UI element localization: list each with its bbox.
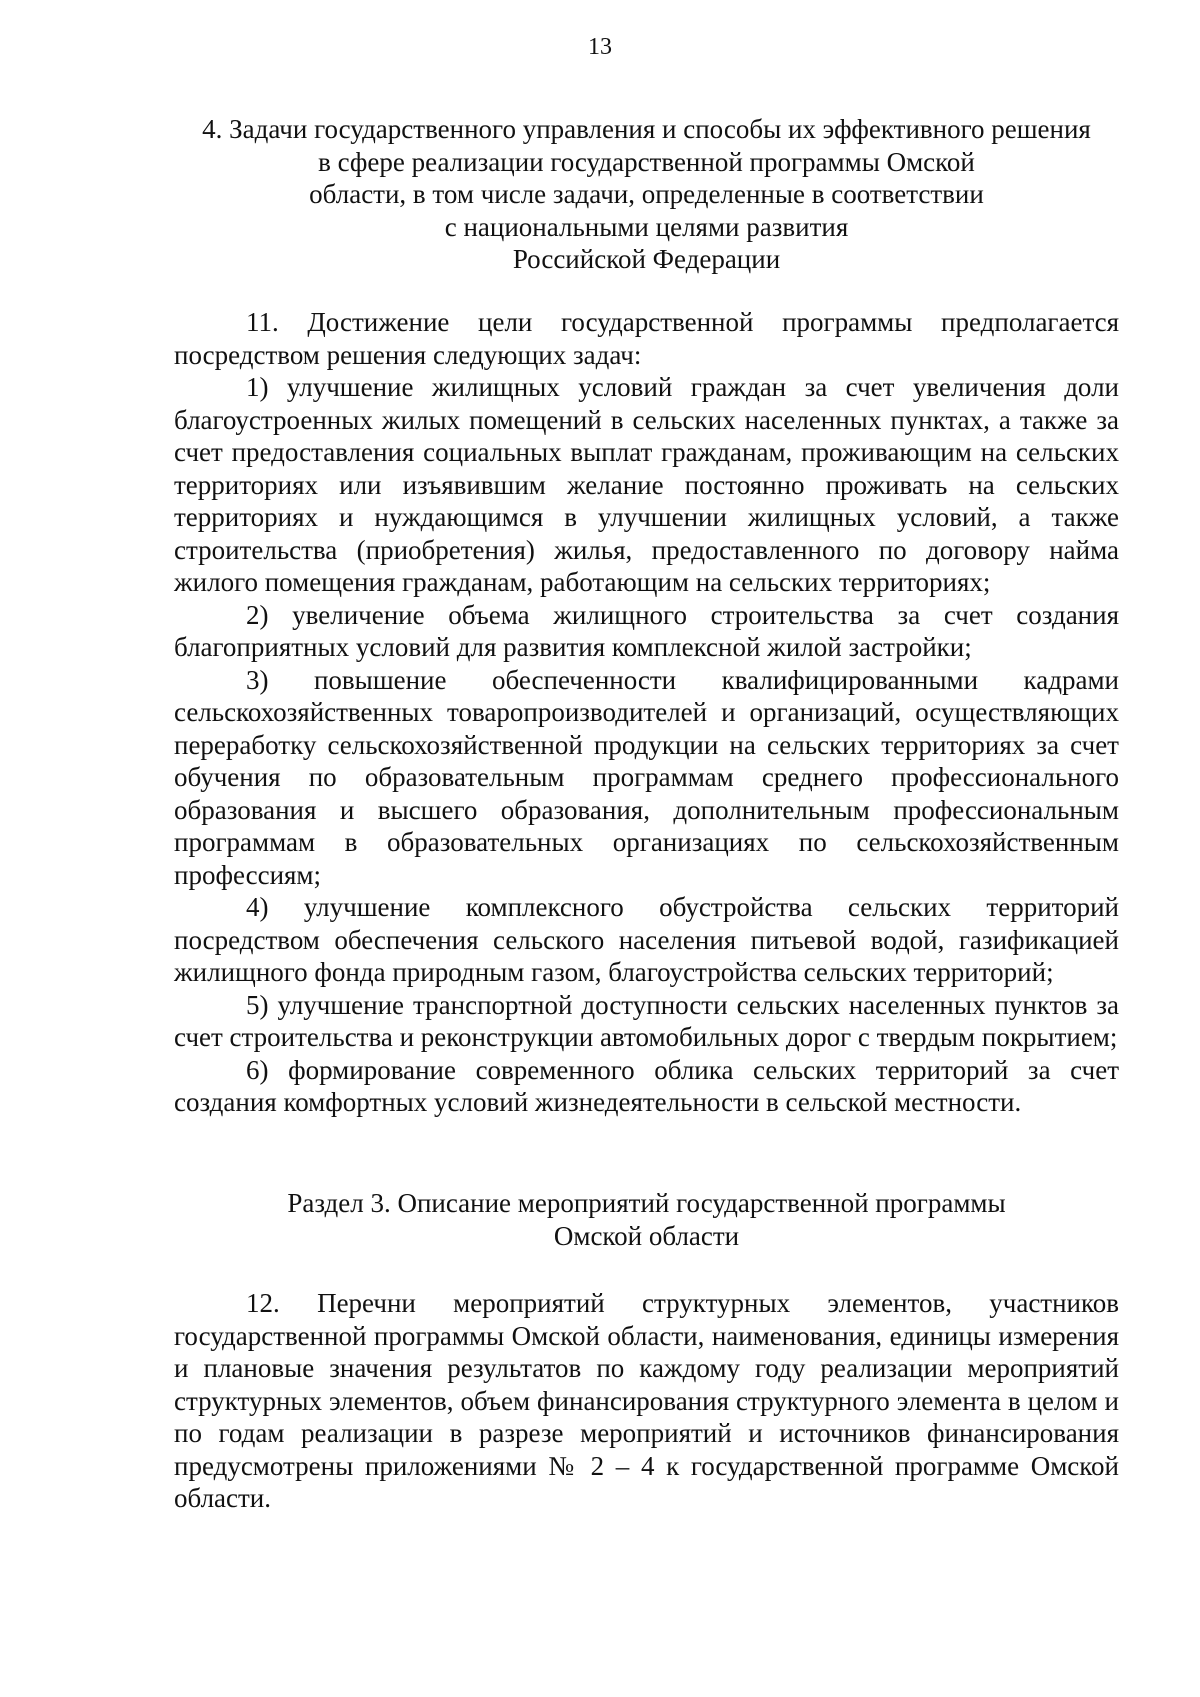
task-item-5: 5) улучшение транспортной доступности сельских населенных пунктов за счет строительства и реконструкции автомобильных дорог с твердым покрытием;: [174, 989, 1119, 1052]
task-item-6: 6) формирование современного облика сельских территорий за счет создания комфортных условий жизнедеятельности в сельской местности.: [174, 1054, 1119, 1117]
section-4-heading: [174, 113, 1119, 276]
task-item-1: 1) улучшение жилищных условий граждан за счет увеличения доли благоустроенных жилых помещений в сельских населенных пунктах, а также за счет предоставления социальных выплат гражданам, проживающим на сельских территориях или изъявившим желание постоянно проживать на сельских территориях и нуждающимся в улучшении жилищных условий, а также строительства (приобретения) жилья, предоставленного по договору найма жилого помещения гражданам, работающим на сельских территориях;: [174, 372, 1119, 597]
heading-line: 4. Задачи государственного управления и способы их эффективного решения: [202, 114, 1091, 144]
paragraph-11: 11. Достижение цели государственной программы предполагается посредством решения следующих задач:: [174, 307, 1119, 370]
section-4-body: [174, 306, 1119, 1119]
paragraph-12: 12. Перечни мероприятий структурных элементов, участников государственной программы Омской области, наименования, единицы измерения и плановые значения результатов по каждому году реализации мероприятий структурных элементов, объем финансирования структурного элемента в целом и по годам реализации в разрезе мероприятий и источников финансирования предусмотрены приложениями № 2 – 4 к государственной программе Омской области.: [174, 1288, 1119, 1513]
heading-line: с национальными целями развития: [444, 211, 849, 242]
task-item-3: 3) повышение обеспеченности квалифицированными кадрами сельскохозяйственных товаропроизводителей и организаций, осуществляющих переработку сельскохозяйственной продукции на сельских территориях за счет обучения по образовательным программам среднего профессионального образования и высшего образования, дополнительным профессиональным программам в образовательных организациях по сельскохозяйственным профессиям;: [174, 664, 1119, 890]
page-number: 13: [588, 34, 612, 60]
section-3-body: [174, 1287, 1119, 1515]
heading-line: Омской области: [553, 1220, 740, 1251]
heading-line: Российской Федерации: [512, 244, 781, 274]
heading-line: области, в том числе задачи, определенные в соответствии: [309, 179, 984, 209]
heading-line: в сфере реализации государственной программы Омской: [318, 146, 975, 177]
task-item-4: 4) улучшение комплексного обустройства сельских территорий посредством обеспечения сельского населения питьевой водой, газификацией жилищного фонда природным газом, благоустройства сельских территорий;: [174, 892, 1119, 987]
task-item-2: 2) увеличение объема жилищного строительства за счет создания благоприятных условий для развития комплексной жилой застройки;: [174, 599, 1119, 662]
heading-line: Раздел 3. Описание мероприятий государственной программы: [287, 1188, 1006, 1218]
section-3-heading: [174, 1187, 1119, 1252]
